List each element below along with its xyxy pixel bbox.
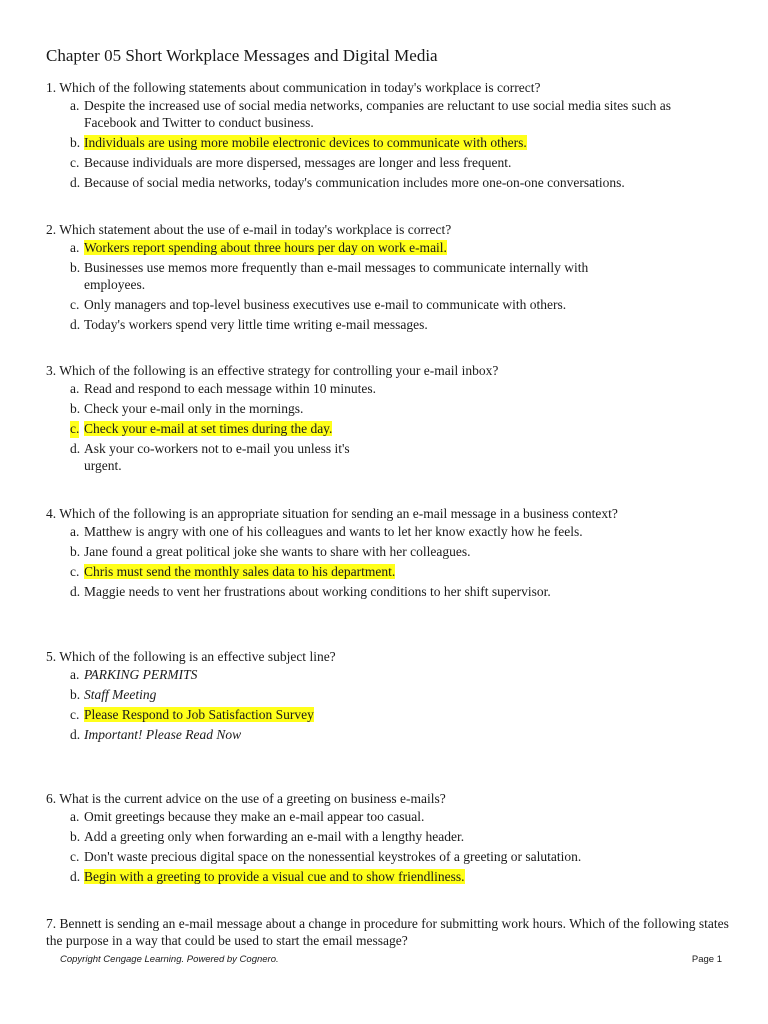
footer-copyright: Copyright Cengage Learning. Powered by Cognero.	[60, 954, 279, 965]
options-list	[46, 667, 736, 744]
option: a. PARKING PERMITS	[70, 667, 198, 682]
question-text: 3. Which of the following is an effective strategy for controlling your e-mail inbox?	[46, 363, 499, 378]
option: c. Only managers and top-level business executives use e-mail to communicate with others.	[70, 296, 567, 312]
option: c. Because individuals are more dispersed, messages are longer and less frequent.	[70, 154, 512, 170]
question-text: 2. Which statement about the use of e-mail in today's workplace is correct?	[46, 222, 452, 237]
option: d. Because of social media networks, today's communication includes more one-on-one conversations.	[70, 174, 625, 190]
question-text: 7. Bennett is sending an e-mail message about a change in procedure for submitting work hours. Which of the following states the purpose in a way that could be used to start the email message?	[46, 916, 729, 948]
options-list	[46, 381, 736, 474]
question-text: 1. Which of the following statements about communication in today's workplace is correct?	[46, 80, 541, 95]
option: a. Matthew is angry with one of his colleagues and wants to let her know exactly how he feels.	[70, 524, 583, 539]
question-text: 4. Which of the following is an appropriate situation for sending an e-mail message in a business context?	[46, 506, 618, 521]
option-correct: c. Please Respond to Job Satisfaction Survey	[70, 707, 314, 722]
page-title: Chapter 05 Short Workplace Messages and Digital Media	[46, 46, 438, 65]
option: a. Despite the increased use of social media networks, companies are reluctant to use social media sites such as Facebook and Twitter to conduct business.	[70, 98, 672, 130]
option: b. Jane found a great political joke she wants to share with her colleagues.	[70, 544, 471, 559]
option: d. Ask your co-workers not to e-mail you unless it's urgent.	[70, 441, 350, 473]
options-list	[46, 809, 736, 886]
question	[46, 362, 736, 478]
question-text: 5. Which of the following is an effective subject line?	[46, 649, 336, 664]
question	[46, 790, 736, 889]
option: c. Don't waste precious digital space on the nonessential keystrokes of a greeting or salutation.	[70, 849, 582, 864]
question	[46, 79, 736, 195]
option: d. Important! Please Read Now	[70, 727, 242, 742]
options-list	[46, 240, 736, 333]
option-correct: c. Chris must send the monthly sales data to his department.	[70, 564, 396, 579]
question-text: 6. What is the current advice on the use of a greeting on business e-mails?	[46, 791, 446, 806]
option-correct: c. Check your e-mail at set times during the day.	[70, 421, 333, 436]
option: d. Today's workers spend very little time writing e-mail messages.	[70, 316, 428, 332]
option: d. Maggie needs to vent her frustrations about working conditions to her shift supervisor.	[70, 584, 551, 599]
page-number: Page 1	[691, 954, 722, 965]
options-list	[46, 524, 736, 601]
option: a. Omit greetings because they make an e-mail appear too casual.	[70, 809, 425, 824]
question	[46, 505, 736, 604]
option: b. Businesses use memos more frequently than e-mail messages to communicate internally with employees.	[70, 260, 589, 292]
page-footer	[60, 954, 722, 965]
option-correct: a. Workers report spending about three hours per day on work e-mail.	[70, 240, 447, 255]
option: b. Staff Meeting	[70, 687, 157, 702]
option-correct: b. Individuals are using more mobile electronic devices to communicate with others.	[70, 134, 527, 150]
option: a. Read and respond to each message within 10 minutes.	[70, 381, 377, 396]
option: b. Add a greeting only when forwarding an e-mail with a lengthy header.	[70, 829, 465, 844]
question	[46, 915, 736, 949]
option: b. Check your e-mail only in the mornings.	[70, 401, 304, 416]
question	[46, 648, 736, 747]
question	[46, 221, 736, 337]
option-correct: d. Begin with a greeting to provide a visual cue and to show friendliness.	[70, 869, 465, 884]
options-list	[46, 98, 736, 191]
